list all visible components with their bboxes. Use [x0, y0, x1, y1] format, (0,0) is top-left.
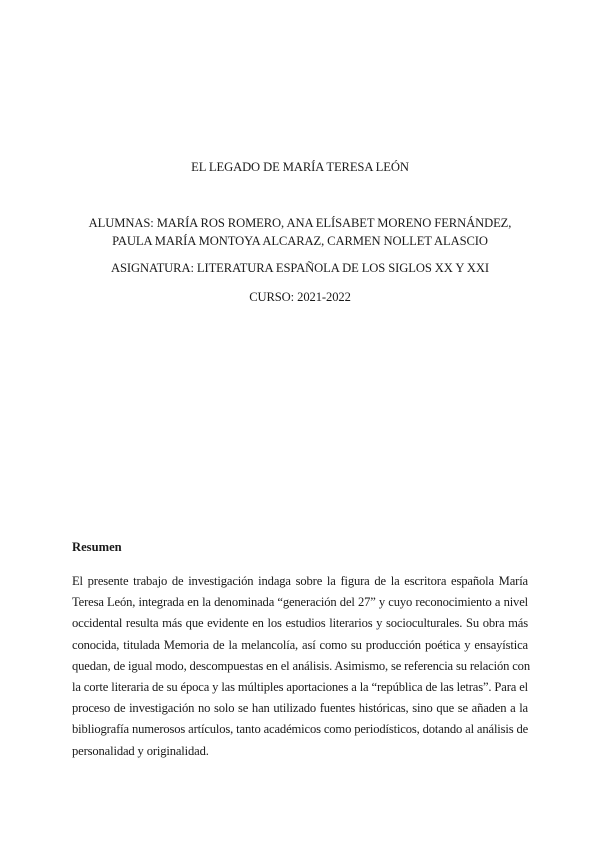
abstract-line: conocida, titulada Memoria de la melancolía, así como su producción poética y ensayística [72, 637, 528, 652]
document-title: EL LEGADO DE MARÍA TERESA LEÓN [191, 160, 409, 174]
abstract-line: El presente trabajo de investigación indaga sobre la figura de la escritora española María [72, 574, 528, 588]
abstract-line: quedan, de igual modo, descompuestas en el análisis. Asimismo, se referencia su relación con [72, 658, 530, 673]
abstract-heading: Resumen [72, 540, 122, 554]
abstract-line: Teresa León, integrada en la denominada “generación del 27” y cuyo reconocimiento a nivel [72, 595, 528, 610]
abstract-line: personalidad y originalidad. [72, 743, 209, 758]
abstract-line: la corte literaria de su época y las múltiples aportaciones a la “república de las letras”. Para el [72, 679, 528, 694]
abstract-body [72, 571, 528, 762]
students-line-2: PAULA MARÍA MONTOYA ALCARAZ, CARMEN NOLLET ALASCIO [112, 234, 488, 248]
course-line: CURSO: 2021-2022 [249, 290, 351, 304]
abstract-line: proceso de investigación no solo se han utilizado fuentes históricas, sino que se añaden a la [72, 701, 528, 716]
abstract-line: bibliografía numerosos artículos, tanto académicos como periodísticos, dotando al análisis de [72, 722, 529, 737]
abstract-line: occidental resulta más que evidente en los estudios literarios y socioculturales. Su obra más [72, 616, 528, 631]
students-line-1: ALUMNAS: MARÍA ROS ROMERO, ANA ELÍSABET MORENO FERNÁNDEZ, [88, 216, 512, 230]
subject-line: ASIGNATURA: LITERATURA ESPAÑOLA DE LOS SIGLOS XX Y XXI [110, 261, 490, 275]
